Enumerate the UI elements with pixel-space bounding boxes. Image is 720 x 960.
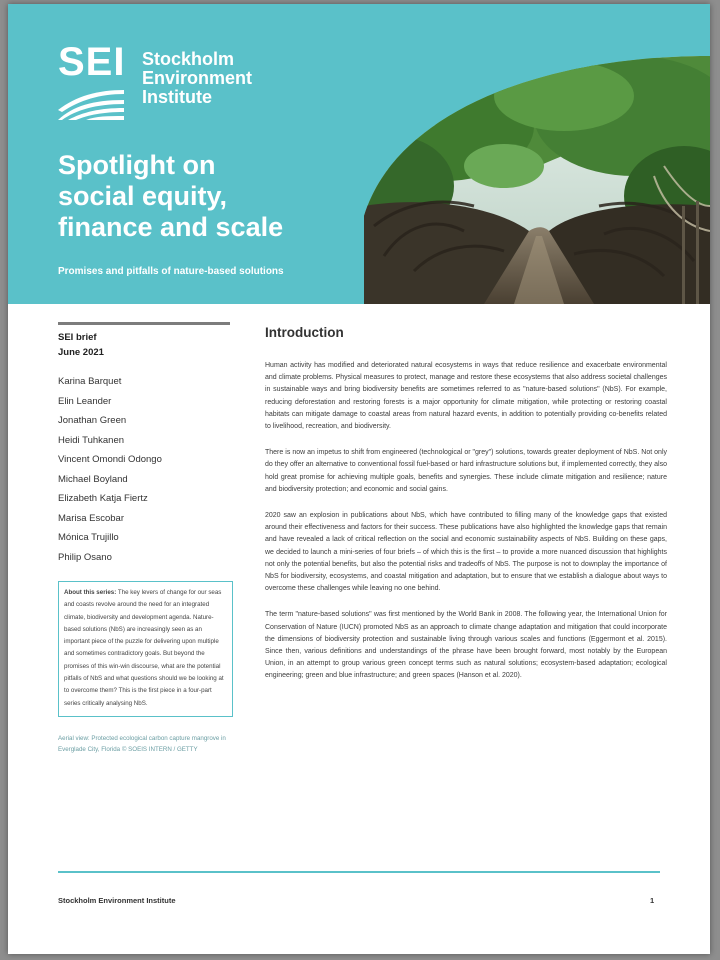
sidebar-rule bbox=[58, 322, 230, 325]
footer-organization: Stockholm Environment Institute bbox=[58, 896, 176, 905]
title-line-3: finance and scale bbox=[58, 212, 284, 242]
author-name: Michael Boyland bbox=[58, 473, 128, 485]
body-paragraph: Human activity has modified and deteriorated natural ecosystems in ways that reduce resilience and exacerbate environmental and climate problems. Physical measures to protect, manage and restore these ecosystems that also address societal challenges in sustainable ways and bring biodiversity benefits are sometimes referred to as "nature-based solutions" (NbS). For example, reducing deforestation and restoring forests is a major opportunity for climate mitigation, while protecting or restoring coastal habitats can mitigate damage to coastal areas from natural hazard events, in addition to potentially providing co-benefits related to livelihood, recreation, and biodiversity. bbox=[265, 362, 667, 431]
author-list bbox=[58, 372, 240, 567]
logo-name-line-3: Institute bbox=[142, 87, 212, 107]
title-line-1: Spotlight on bbox=[58, 150, 216, 180]
about-series-title: About this series: bbox=[64, 589, 117, 596]
cover-banner bbox=[8, 4, 710, 304]
cover-title bbox=[58, 150, 358, 243]
page-number: 1 bbox=[650, 896, 655, 905]
logo-name-line-2: Environment bbox=[142, 68, 253, 88]
sei-logo bbox=[58, 42, 298, 122]
author-name: Vincent Omondi Odongo bbox=[58, 454, 162, 465]
about-series-box bbox=[58, 581, 233, 717]
cover-subtitle: Promises and pitfalls of nature-based solutions bbox=[58, 266, 284, 277]
author-name: Heidi Tuhkanen bbox=[58, 434, 125, 446]
logo-name-line-1: Stockholm bbox=[142, 49, 235, 69]
logo-institute-name bbox=[142, 50, 252, 107]
author-name: Jonathan Green bbox=[58, 415, 127, 426]
title-line-2: social equity, bbox=[58, 181, 228, 211]
document-page bbox=[8, 4, 710, 954]
author-name: Marisa Escobar bbox=[58, 512, 124, 524]
author-name: Karina Barquet bbox=[58, 376, 122, 387]
publication-date: June 2021 bbox=[58, 347, 104, 358]
sidebar bbox=[58, 322, 240, 755]
author-name: Elizabeth Katja Fiertz bbox=[58, 493, 148, 504]
mangrove-photo bbox=[364, 56, 710, 304]
section-heading: Introduction bbox=[265, 325, 344, 340]
main-content bbox=[265, 324, 667, 697]
logo-wave-mark-icon bbox=[58, 86, 124, 120]
body-paragraph: The term "nature-based solutions" was first mentioned by the World Bank in 2008. The following year, the International Union for Conservation of Nature (IUCN) promoted NbS as an approach to climate change adaptation and mitigation that could incorporate the dimensions of biodiversity protection and sustainable living through various scales and functions (Eggermont et al. 2015). Since then, various definitions and understandings of the phrase have been brought forward, most notably by the European Union, in an attempt to group various green concept terms such as natural solutions; ecosystem-based adaptation; ecological engineering; green and blue infrastructure; and green spaces (Hanson et al. 2020). bbox=[265, 611, 667, 680]
author-name: Mónica Trujillo bbox=[58, 532, 119, 543]
logo-abbreviation: SEI bbox=[58, 40, 126, 84]
series-label: SEI brief bbox=[58, 332, 97, 343]
photo-credit: Aerial view: Protected ecological carbon capture mangrove in Everglade City, Florida © SOEIS INTERN / GETTY bbox=[58, 734, 226, 753]
about-series-text: The key levers of change for our seas and coasts revolve around the need for an integrated climate, biodiversity and development agenda. Nature-based solutions (NbS) are increasingly seen as an important piece of the puzzle for delivering upon multiple and sometimes contradictory goals. But beyond the promises of this win-win discourse, what are the potential pitfalls of NbS and what questions should we be looking at to overcome them? This is the first piece in a four-part series critically analysing NbS. bbox=[64, 589, 224, 707]
body-paragraph: There is now an impetus to shift from engineered (technological or "grey") solutions, towards greater deployment of NbS. Not only do they offer an alternative to conventional fossil fuel-based or hard infrastructure solutions but, if implemented correctly, they also hold great promise for achieving multiple goals, benefits and synergies. These include climate mitigation and resilience; nature and biodiversity protection; and economic and social gains. bbox=[265, 449, 667, 493]
author-name: Philip Osano bbox=[58, 551, 112, 563]
author-name: Elin Leander bbox=[58, 395, 112, 407]
footer-rule bbox=[58, 871, 660, 873]
body-paragraph: 2020 saw an explosion in publications about NbS, which have contributed to filling many of the knowledge gaps that existed around their effectiveness and factors for their success. These publications have also highlighted the knowledge gaps that remain and have revealed a lack of critical reflection on the social and economic sustainability aspects of NbS. Building on these gaps, we decided to launch a mini-series of four briefs – of which this is the first – to provide a more nuanced discussion that highlights not only the potential benefits, but also the potential risks and tradeoffs of NbS. The purpose is not to downplay the importance of NbS for biodiversity, ecosystems, and coastal mitigation and adaptation, but to ensure that we establish a dialogue about ways to overcome these challenges while leaving no one behind. bbox=[265, 512, 667, 593]
